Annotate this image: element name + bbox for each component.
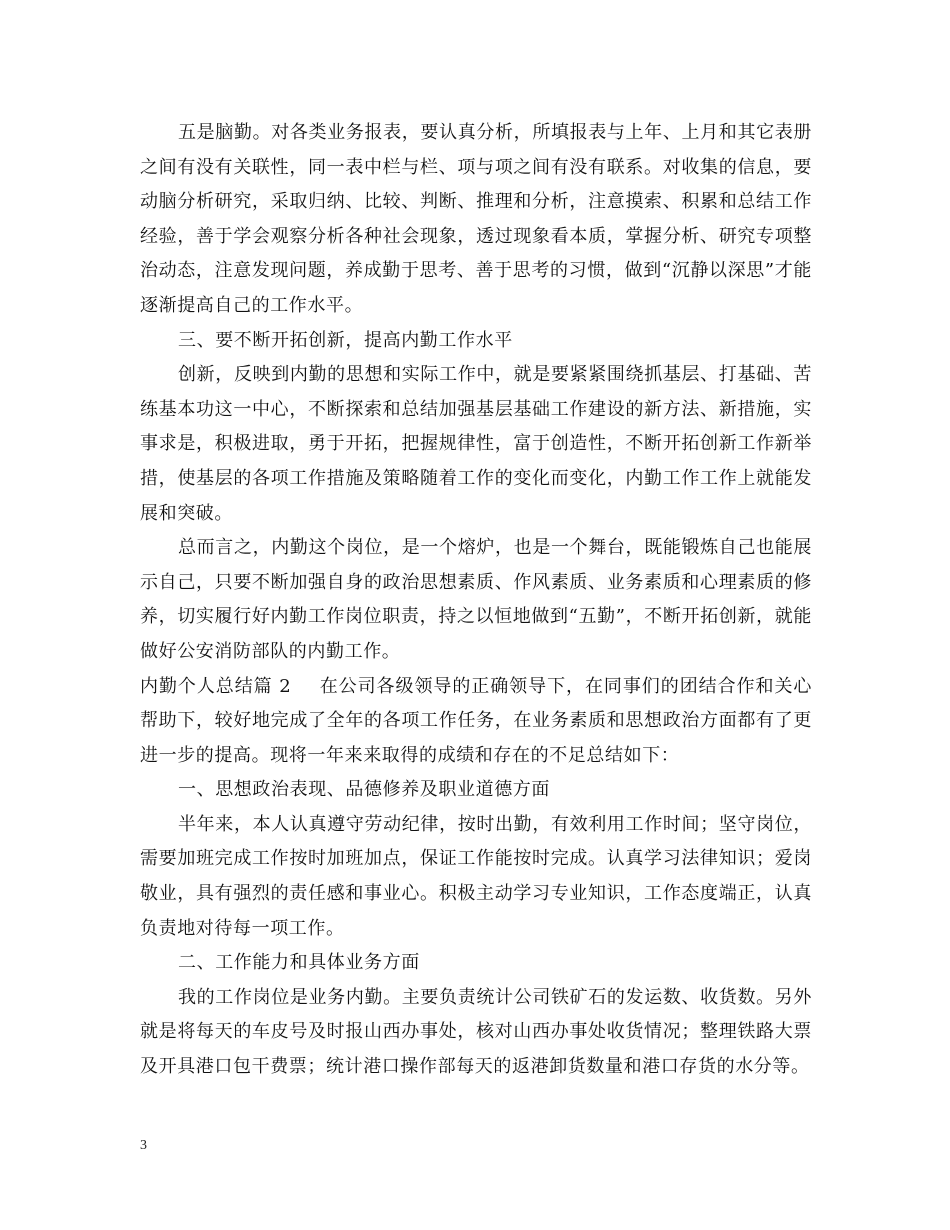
heading-work-ability: 二、工作能力和具体业务方面 [178, 952, 420, 974]
paragraph-work-ability: 我的工作岗位是业务内勤。主要负责统计公司铁矿石的发运数、收货数。另外就是将每天的车皮号及时报山西办事处，核对山西办事处收货情况；整理铁路大票及开具港口包干费票；统计港口操作部每天的返港卸货数量和港口存货的水分等。 [140, 986, 812, 1078]
page-number: 3 [140, 1138, 147, 1153]
heading-political-performance: 一、思想政治表现、品德修养及职业道德方面 [178, 779, 550, 801]
document-body [140, 116, 812, 1085]
paragraph-innovation: 创新，反映到内勤的思想和实际工作中，就是要紧紧围绕抓基层、打基础、苦练基本功这一中心，不断探索和总结加强基层基础工作建设的新方法、新措施，实事求是，积极进取，勇于开拓，把握规律性，富于创造性，不断开拓创新工作新举措，使基层的各项工作措施及策略随着工作的变化而变化，内勤工作工作上就能发展和突破。 [140, 364, 812, 524]
paragraph-political-performance: 半年来，本人认真遵守劳动纪律，按时出勤，有效利用工作时间；坚守岗位，需要加班完成工作按时加班加点，保证工作能按时完成。认真学习法律知识；爱岗敬业，具有强烈的责任感和事业心。积极主动学习专业知识，工作态度端正，认真负责地对待每一项工作。 [140, 813, 812, 939]
section-start-part-2 [140, 670, 812, 774]
section-title: 内勤个人总结篇 2 [140, 675, 292, 697]
paragraph-conclusion: 总而言之，内勤这个岗位，是一个熔炉，也是一个舞台，既能锻炼自己也能展示自己，只要不断加强自身的政治思想素质、作风素质、业务素质和心理素质的修养，切实履行好内勤工作岗位职责，持之以恒地做到“五勤”，不断开拓创新，就能做好公安消防部队的内勤工作。 [140, 537, 812, 662]
section-intro: 在公司各级领导的正确领导下，在同事们的团结合作和关心帮助下，较好地完成了全年的各项工作任务，在业务素质和思想政治方面都有了更进一步的提高。现将一年来来取得的成绩和存在的不足总结如下： [140, 675, 812, 766]
section-heading-innovation: 三、要不断开拓创新，提高内勤工作水平 [178, 329, 513, 351]
paragraph-brain-diligence: 五是脑勤。对各类业务报表，要认真分析，所填报表与上年、上月和其它表册之间有没有关联性，同一表中栏与栏、项与项之间有没有联系。对收集的信息，要动脑分析研究，采取归纳、比较、判断、推理和分析，注意摸索、积累和总结工作经验，善于学会观察分析各种社会现象，透过现象看本质，掌握分析、研究专项整治动态，注意发现问题，养成勤于思考、善于思考的习惯，做到“沉静以深思”才能逐渐提高自己的工作水平。 [140, 122, 812, 316]
